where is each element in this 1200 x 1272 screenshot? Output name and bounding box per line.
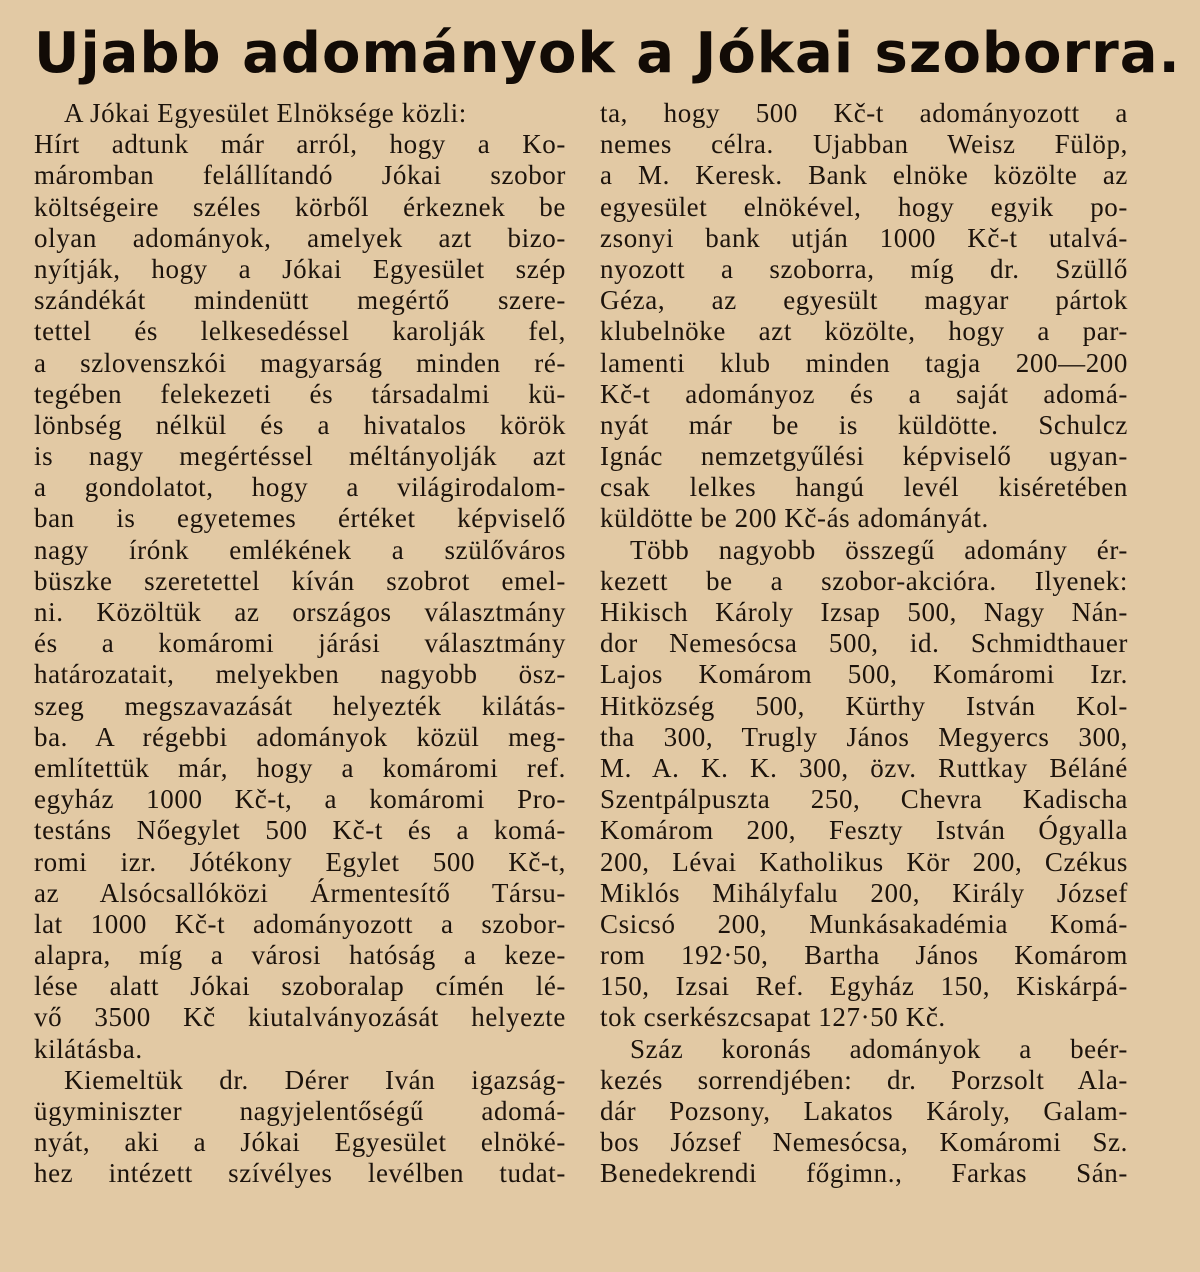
text-line: klubelnöke azt közölte, hogy a par- <box>600 316 1128 347</box>
text-line: tok cserkészcsapat 127·50 Kč. <box>600 1002 946 1033</box>
text-line: a gondolatot, hogy a világirodalom- <box>34 472 566 503</box>
text-line: kezés sorrendjében: dr. Porzsolt Ala- <box>600 1064 1128 1095</box>
text-line: egyesület elnökével, hogy egyik po- <box>600 191 1128 222</box>
text-line: lamenti klub minden tagja 200—200 <box>600 347 1128 378</box>
text-line: a M. Keresk. Bank elnöke közölte az <box>600 160 1128 191</box>
text-line: rom 192·50, Bartha János Komárom <box>600 940 1128 971</box>
text-line: az Alsócsallóközi Ármentesítő Társu- <box>34 877 566 908</box>
text-line: Komárom 200, Feszty István Ógyalla <box>600 815 1128 846</box>
text-line: költségeire széles körből érkeznek be <box>34 191 566 222</box>
text-line: Hikisch Károly Izsap 500, Nagy Nán- <box>600 597 1128 627</box>
text-line: és a komáromi járási választmány <box>34 628 566 659</box>
text-line: említettük már, hogy a komáromi ref. <box>34 752 566 783</box>
text-line: ni. Közöltük az országos választmány <box>34 597 566 627</box>
text-line: nagy írónk emlékének a szülőváros <box>34 534 566 565</box>
text-line: szeg megszavazását helyezték kilátás- <box>34 690 566 721</box>
text-line: nyát már be is küldötte. Schulcz <box>600 409 1128 440</box>
text-line: ügyminiszter nagyjelentőségű adomá- <box>34 1096 566 1126</box>
text-line: Hírt adtunk már arról, hogy a Ko- <box>34 129 566 160</box>
text-line: nyát, aki a Jókai Egyesület elnöké- <box>34 1127 566 1158</box>
text-line: Szentpálpuszta 250, Chevra Kadischa <box>600 784 1128 815</box>
text-line: Csicsó 200, Munkásakadémia Komá- <box>600 908 1128 939</box>
text-line: kilátásba. <box>34 1033 143 1064</box>
text-line: bos József Nemesócsa, Komáromi Sz. <box>600 1127 1128 1158</box>
text-line: hez intézett szívélyes levélben tudat- <box>34 1158 566 1189</box>
text-line: testáns Nőegylet 500 Kč-t és a komá- <box>34 815 566 846</box>
text-line: tegében felekezeti és társadalmi kü- <box>34 378 566 409</box>
text-line: máromban felállítandó Jókai szobor <box>34 160 566 191</box>
text-line: Több nagyobb összegű adomány ér- <box>630 534 1128 565</box>
text-line: határozatait, melyekben nagyobb ösz- <box>34 659 566 690</box>
article-headline: Ujabb adományok a Jókai szoborra. <box>34 21 1181 86</box>
text-line: lat 1000 Kč-t adományozott a szobor- <box>34 908 566 939</box>
text-line: 150, Izsai Ref. Egyház 150, Kiskárpá- <box>600 971 1128 1002</box>
text-line: Kiemeltük dr. Dérer Iván igazság- <box>64 1064 566 1095</box>
text-line: Lajos Komárom 500, Komáromi Izr. <box>600 659 1128 690</box>
text-line: Géza, az egyesült magyar pártok <box>600 285 1128 316</box>
text-line: küldötte be 200 Kč-ás adományát. <box>600 503 989 534</box>
text-line: nyozott a szoborra, míg dr. Szüllő <box>600 253 1128 284</box>
text-line: nemes célra. Ujabban Weisz Fülöp, <box>600 129 1128 160</box>
text-line: Száz koronás adományok a beér- <box>630 1033 1128 1064</box>
text-line: zsonyi bank utján 1000 Kč-t utalvá- <box>600 222 1128 253</box>
text-line: romi izr. Jótékony Egylet 500 Kč-t, <box>34 846 566 877</box>
text-line: a szlovenszkói magyarság minden ré- <box>34 347 566 378</box>
text-line: büszke szeretettel kíván szobrot emel- <box>34 565 566 596</box>
text-line: alapra, míg a városi hatóság a keze- <box>34 940 566 971</box>
left-column <box>34 98 566 1190</box>
text-line: ban is egyetemes értéket képviselő <box>34 503 566 534</box>
text-line: M. A. K. K. 300, özv. Ruttkay Béláné <box>600 752 1128 783</box>
text-line: szándékát mindenütt megértő szere- <box>34 285 566 316</box>
text-line: csak lelkes hangú levél kiséretében <box>600 472 1128 503</box>
text-line: vő 3500 Kč kiutalványozását helyezte <box>34 1002 566 1033</box>
text-line: Benedekrendi főgimn., Farkas Sán- <box>600 1158 1128 1189</box>
text-line: olyan adományok, amelyek azt bizo- <box>34 222 566 253</box>
text-line: 200, Lévai Katholikus Kör 200, Czékus <box>600 846 1128 877</box>
text-line: A Jókai Egyesület Elnöksége közli: <box>64 98 467 128</box>
text-line: dár Pozsony, Lakatos Károly, Galam- <box>600 1096 1128 1126</box>
text-line: kezett be a szobor-akcióra. Ilyenek: <box>600 565 1128 596</box>
text-line: Ignác nemzetgyűlési képviselő ugyan- <box>600 441 1128 472</box>
text-line: ta, hogy 500 Kč-t adományozott a <box>600 98 1128 128</box>
text-line: lönbség nélkül és a hivatalos körök <box>34 409 566 440</box>
text-line: is nagy megértéssel méltányolják azt <box>34 441 566 472</box>
text-line: lése alatt Jókai szoboralap címén lé- <box>34 971 566 1002</box>
text-line: Miklós Mihályfalu 200, Király József <box>600 877 1128 908</box>
text-line: dor Nemesócsa 500, id. Schmidthauer <box>600 628 1128 659</box>
text-line: tettel és lelkesedéssel karolják fel, <box>34 316 566 347</box>
text-line: ba. A régebbi adományok közül meg- <box>34 721 566 752</box>
right-column <box>600 98 1128 1190</box>
text-line: Hitközség 500, Kürthy István Kol- <box>600 690 1128 721</box>
text-line: egyház 1000 Kč-t, a komáromi Pro- <box>34 784 566 815</box>
text-line: tha 300, Trugly János Megyercs 300, <box>600 721 1128 752</box>
text-line: Kč-t adományoz és a saját adomá- <box>600 378 1128 409</box>
text-line: nyítják, hogy a Jókai Egyesület szép <box>34 253 566 284</box>
